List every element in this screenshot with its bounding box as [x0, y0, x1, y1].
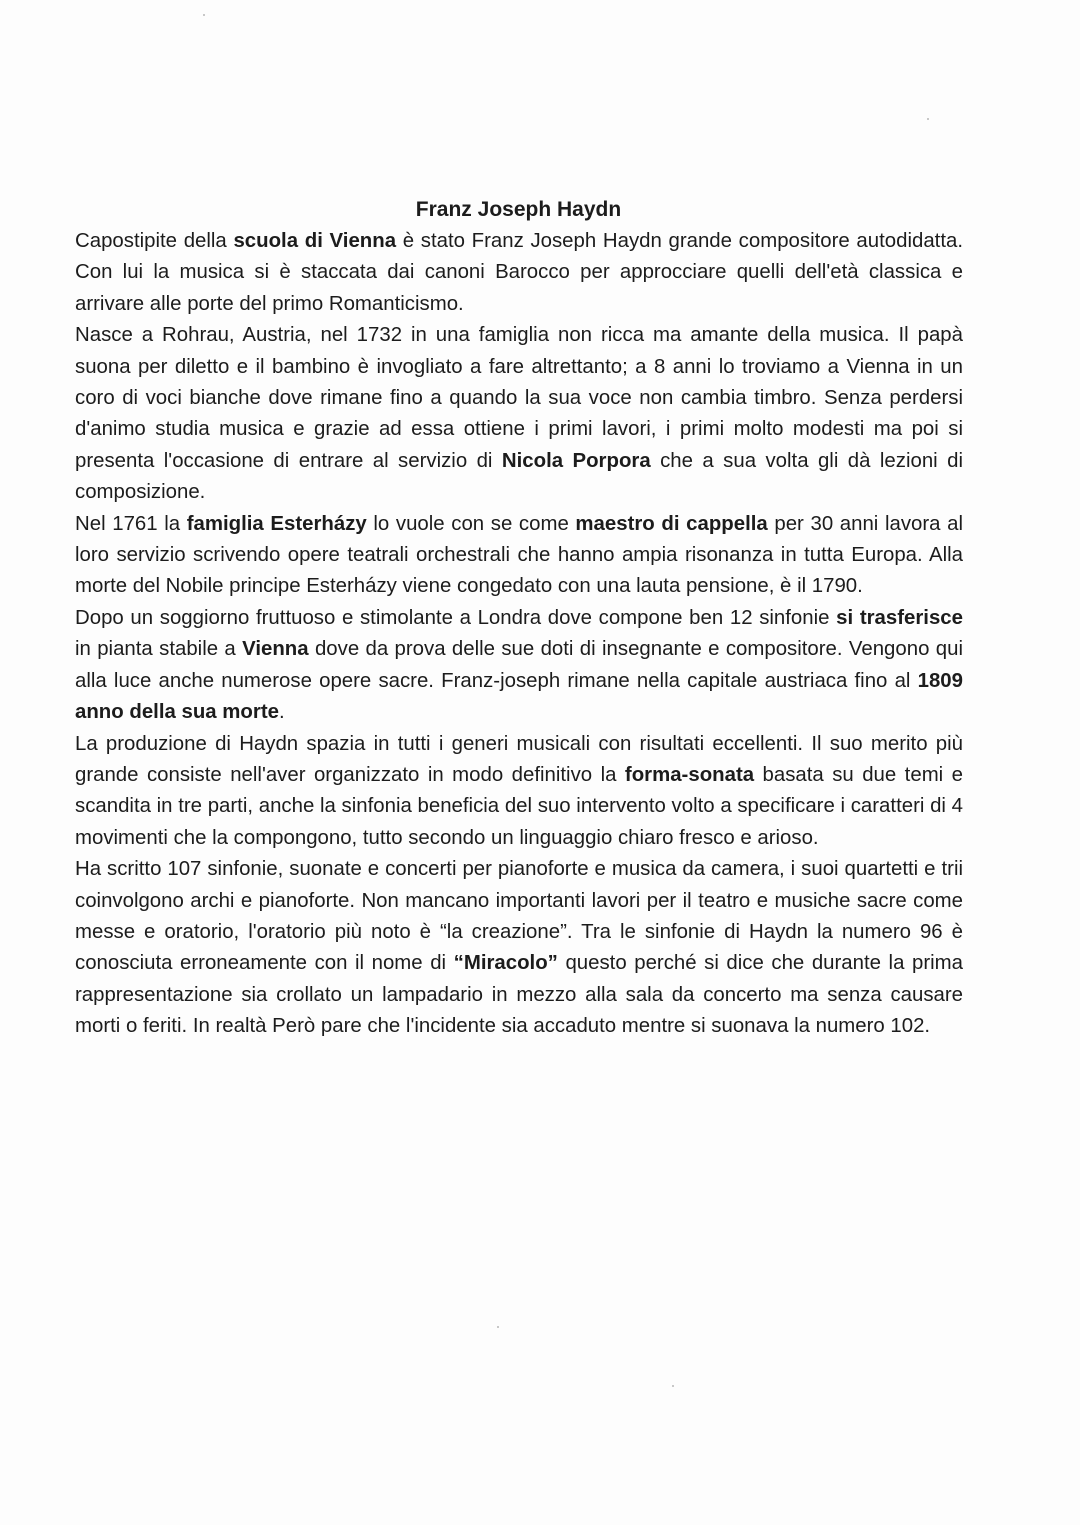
paragraph	[75, 854, 963, 1042]
document-title: Franz Joseph Haydn	[415, 198, 622, 221]
document-body	[75, 226, 963, 1043]
bold-text: 1809 anno della sua morte	[75, 669, 963, 724]
body-text: basata su due temi e scandita in tre parti, anche la sinfonia beneficia del suo intervento volto a specificare i caratteri di 4 movimenti che la compongono, tutto secondo un linguaggio chiaro fresco e arioso.	[75, 763, 964, 849]
paragraph	[75, 226, 963, 320]
bold-text: maestro di cappella	[575, 512, 768, 535]
body-text: questo perché si dice che durante la prima rappresentazione sia crollato un lampadario in mezzo alla sala da concerto ma senza causare morti o feriti. In realtà Però pare che l'incidente sia accaduto mentre si suonava la numero 102.	[75, 952, 963, 1038]
body-text: Nasce a Rohrau, Austria, nel 1732 in una famiglia non ricca ma amante della musica. Il papà suona per diletto e il bambino è invogliato a fare altrettanto; a 8 anni lo troviamo a Vienna in un coro di voci bianche dove rimane fino a quando la sua voce non cambia timbro. Senza perdersi d'animo studia musica e grazie ad essa ottiene i primi lavori, i primi molto modesti ma poi si presenta l'occasione di entrare al servizio di	[75, 324, 963, 472]
body-text: Nel 1761 la	[75, 512, 187, 535]
paragraph	[75, 509, 963, 603]
scan-speck	[672, 1385, 674, 1387]
bold-text: scuola di Vienna	[233, 230, 397, 252]
body-text: Ha scritto 107 sinfonie, suonate e concerti per pianoforte e musica da camera, i suoi quartetti e trii coinvolgono archi e pianoforte. Non mancano importanti lavori per il teatro e musiche sacre come messe e oratorio, l'oratorio più noto è “la creazione”. Tra le sinfonie di Haydn la numero 96 è conosciuta erroneamente con il nome di	[75, 858, 963, 975]
body-text: .	[278, 701, 285, 724]
body-text: che a sua volta gli dà lezioni di composizione.	[75, 449, 963, 504]
body-text: in pianta stabile a	[75, 638, 243, 661]
scan-speck	[927, 118, 929, 120]
body-text: per 30 anni lavora al loro servizio scrivendo opere teatrali orchestrali che hanno ampia risonanza in tutta Europa. Alla morte del Nobile principe Esterházy viene congedato con una lauta pensione, è il 1790.	[75, 512, 964, 598]
body-text: Dopo un soggiorno fruttuoso e stimolante a Londra dove compone ben 12 sinfonie	[75, 606, 837, 629]
bold-text: si trasferisce	[836, 606, 963, 629]
body-text: dove da prova delle sue doti di insegnante e compositore. Vengono qui alla luce anche numerose opere sacre. Franz-joseph rimane nella capitale austriaca fino al	[75, 638, 963, 692]
scan-speck	[497, 1326, 499, 1328]
paragraph	[75, 729, 963, 855]
body-text: lo vuole con se come	[366, 512, 576, 535]
body-text: Capostipite della	[75, 230, 234, 252]
body-text: La produzione di Haydn spazia in tutti i generi musicali con risultati eccellenti. Il suo merito più grande consiste nell'aver organizzato in modo definitivo la	[75, 732, 963, 786]
paragraph	[75, 603, 963, 729]
bold-text: “Miracolo”	[453, 952, 558, 975]
bold-text: famiglia Esterházy	[186, 512, 367, 535]
bold-text: Vienna	[242, 638, 309, 661]
bold-text: Nicola Porpora	[501, 449, 651, 472]
body-text: è stato Franz Joseph Haydn grande compositore autodidatta. Con lui la musica si è staccata dai canoni Barocco per approcciare quelli dell'età classica e arrivare alle porte del primo Romanticismo.	[75, 230, 963, 315]
paragraph	[75, 320, 963, 508]
scan-speck	[203, 14, 205, 16]
bold-text: forma-sonata	[624, 763, 755, 786]
